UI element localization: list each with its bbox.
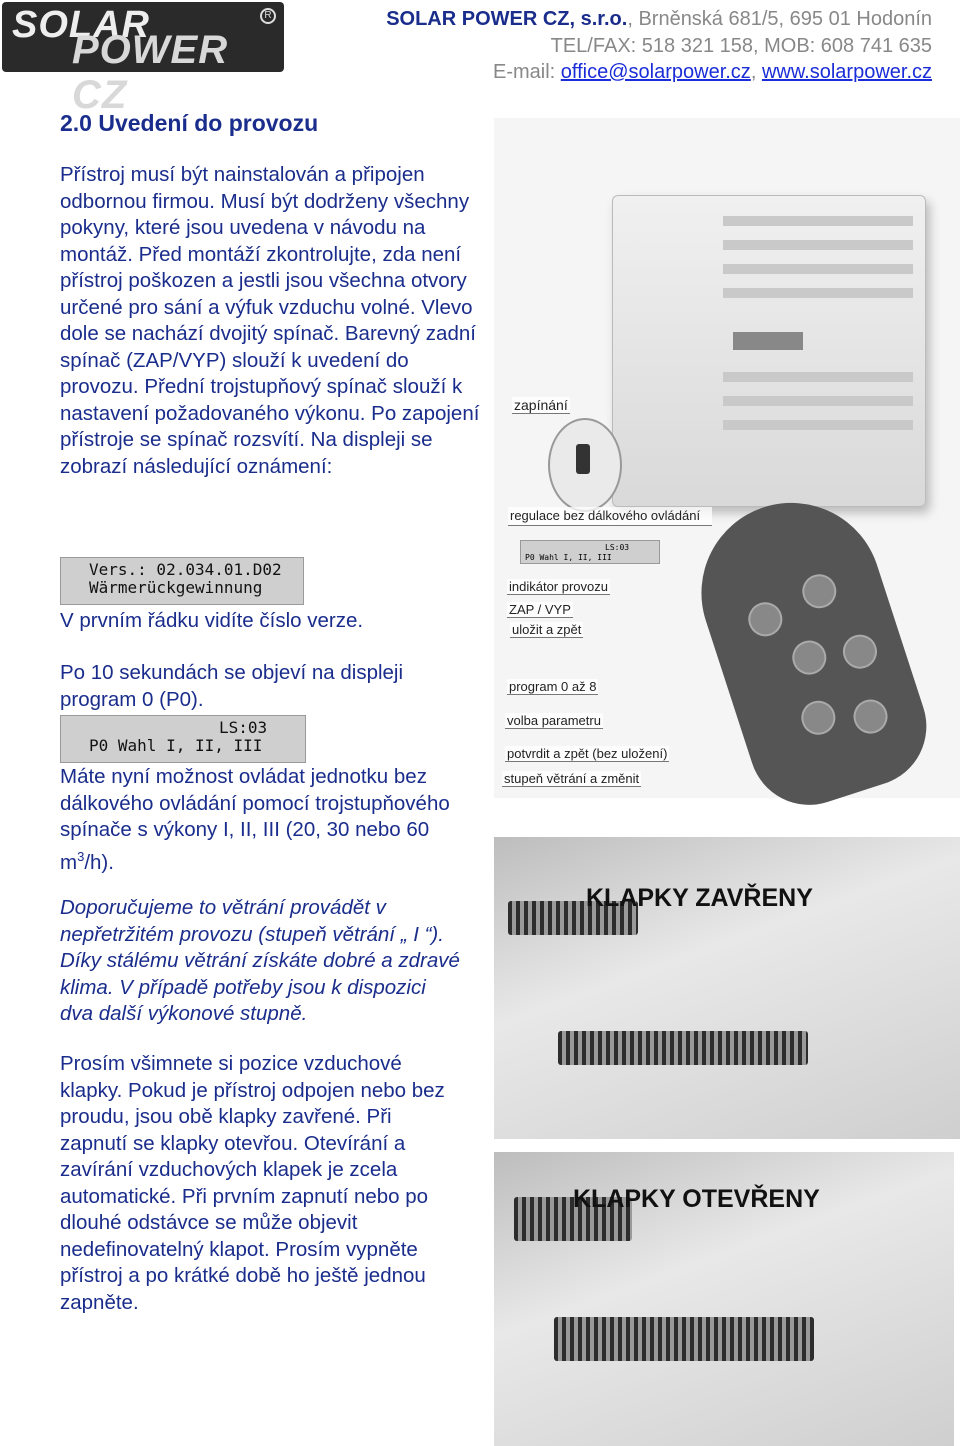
rocker-switch-icon bbox=[576, 444, 590, 474]
unit-stripe bbox=[723, 288, 913, 298]
control-text-end: /h). bbox=[84, 850, 114, 874]
email-link[interactable]: office@solarpower.cz bbox=[560, 61, 751, 83]
mini-lcd-line-1: LS:03 bbox=[605, 543, 630, 552]
logo-power-text: POWER CZ bbox=[72, 28, 229, 117]
lcd-line-2: P0 Wahl I, II, III bbox=[89, 736, 263, 755]
paragraph-recommendation: Doporučujeme to větrání provádět v nepřetržitém provozu (stupeň větrání „ I “). Díky stálému větrání získáte dobré a zdravé klima. V případě potřeby jsou k dispozici dva další výkonové stupně. bbox=[60, 896, 460, 1025]
flaps-closed-label: KLAPKY ZAVŘENY bbox=[586, 884, 813, 912]
paragraph-program: Po 10 sekundách se objeví na displeji program 0 (P0). bbox=[60, 661, 404, 711]
callout-indikator: indikátor provozu bbox=[509, 579, 608, 594]
callout-ulozit: uložit a zpět bbox=[512, 622, 582, 637]
switch-zoom-image bbox=[548, 418, 622, 512]
air-vent bbox=[558, 1031, 808, 1065]
ventilation-unit-image bbox=[612, 195, 926, 507]
callout-regulace: regulace bez dálkového ovládání bbox=[508, 507, 712, 526]
remote-button bbox=[744, 598, 787, 641]
flaps-closed-photo bbox=[494, 837, 960, 1139]
company-address: , Brněnská 681/5, 695 01 Hodonín bbox=[627, 8, 932, 30]
unit-stripe bbox=[723, 264, 913, 274]
mini-lcd-display bbox=[520, 540, 660, 564]
unit-stripe bbox=[723, 396, 913, 406]
unit-stripe bbox=[723, 216, 913, 226]
registered-mark-icon: R bbox=[260, 8, 276, 24]
logo-solar-text: SOLAR bbox=[12, 4, 150, 46]
header-company-line bbox=[386, 8, 932, 31]
lcd-line-1: LS:03 bbox=[219, 718, 268, 737]
remote-button bbox=[798, 570, 841, 613]
paragraph-control bbox=[60, 764, 460, 876]
callout-zap-vyp: ZAP / VYP bbox=[509, 602, 571, 617]
remote-button bbox=[797, 696, 840, 739]
paragraph-installation: Přístroj musí být nainstalován a připojen odbornou firmou. Musí být dodrženy všechny pokyny, které jsou uvedena v návodu na montáž. Před montáží zkontrolujte, zda není přístroj poškozen a jestli jsou všechna otvory určené pro sání a výfuk vzduchu volné. Vlevo dole se nachází dvojitý spínač. Barevný zadní spínač (ZAP/VYP) slouží k uvedení do provozu. Přední trojstupňový spínač slouží k nastavení požadovaného výkonu. Po zapojení přístroje se spínač rozsvítí. Na displeji se zobrazí následující oznámení: bbox=[60, 163, 480, 478]
lcd-display-version bbox=[60, 557, 304, 605]
contact-separator: , bbox=[750, 61, 762, 83]
callout-zapinani: zapínání bbox=[514, 397, 568, 413]
paragraph-version: V prvním řádku vidíte číslo verze. bbox=[60, 609, 364, 632]
cubic-superscript: 3 bbox=[77, 848, 85, 864]
header-phone: TEL/FAX: 518 321 158, MOB: 608 741 635 bbox=[550, 35, 932, 57]
remote-button bbox=[849, 695, 892, 738]
control-text: Máte nyní možnost ovládat jednotku bez dálkového ovládání pomocí trojstupňového spínače s výkony I, II, III (20, 30 nebo 60 m bbox=[60, 765, 450, 874]
unit-stripe bbox=[723, 240, 913, 250]
unit-nameplate bbox=[733, 332, 803, 350]
paragraph-flaps: Prosím všimnete si pozice vzduchové klapky. Pokud je přístroj odpojen nebo bez proudu, jsou obě klapky zavřené. Při zapnutí se klapky otevřou. Otevírání a zavírání vzduchových klapek je zcela automatické. Při prvním zapnutí nebo po dlouhé odstávce se může objevit nedefinovatelný klapot. Prosím vypněte přístroj a po krátké době ho ještě jednou zapněte. bbox=[60, 1052, 445, 1314]
header-contact-line bbox=[493, 61, 932, 84]
unit-stripe bbox=[723, 420, 913, 430]
mini-lcd-line-2: P0 Wahl I, II, III bbox=[525, 553, 612, 562]
unit-stripe bbox=[723, 372, 913, 382]
company-logo bbox=[2, 2, 284, 117]
lcd-line-2: Wärmerückgewinnung bbox=[89, 578, 263, 597]
callout-volba: volba parametru bbox=[507, 713, 601, 728]
remote-button bbox=[788, 636, 831, 679]
flaps-open-label: KLAPKY OTEVŘENY bbox=[573, 1185, 820, 1213]
air-vent bbox=[554, 1317, 814, 1361]
callout-potvrdit: potvrdit a zpět (bez uložení) bbox=[507, 746, 668, 761]
callout-program: program 0 až 8 bbox=[509, 679, 597, 694]
section-title: 2.0 Uvedení do provozu bbox=[60, 110, 319, 136]
lcd-line-1: Vers.: 02.034.01.D02 bbox=[89, 560, 282, 579]
company-name: SOLAR POWER CZ, s.r.o. bbox=[386, 8, 628, 30]
remote-button bbox=[839, 630, 882, 673]
callout-stupen: stupeň větrání a změnit bbox=[504, 771, 640, 786]
email-label: E-mail: bbox=[492, 61, 561, 83]
website-link[interactable]: www.solarpower.cz bbox=[761, 61, 932, 83]
lcd-display-program bbox=[60, 715, 306, 763]
